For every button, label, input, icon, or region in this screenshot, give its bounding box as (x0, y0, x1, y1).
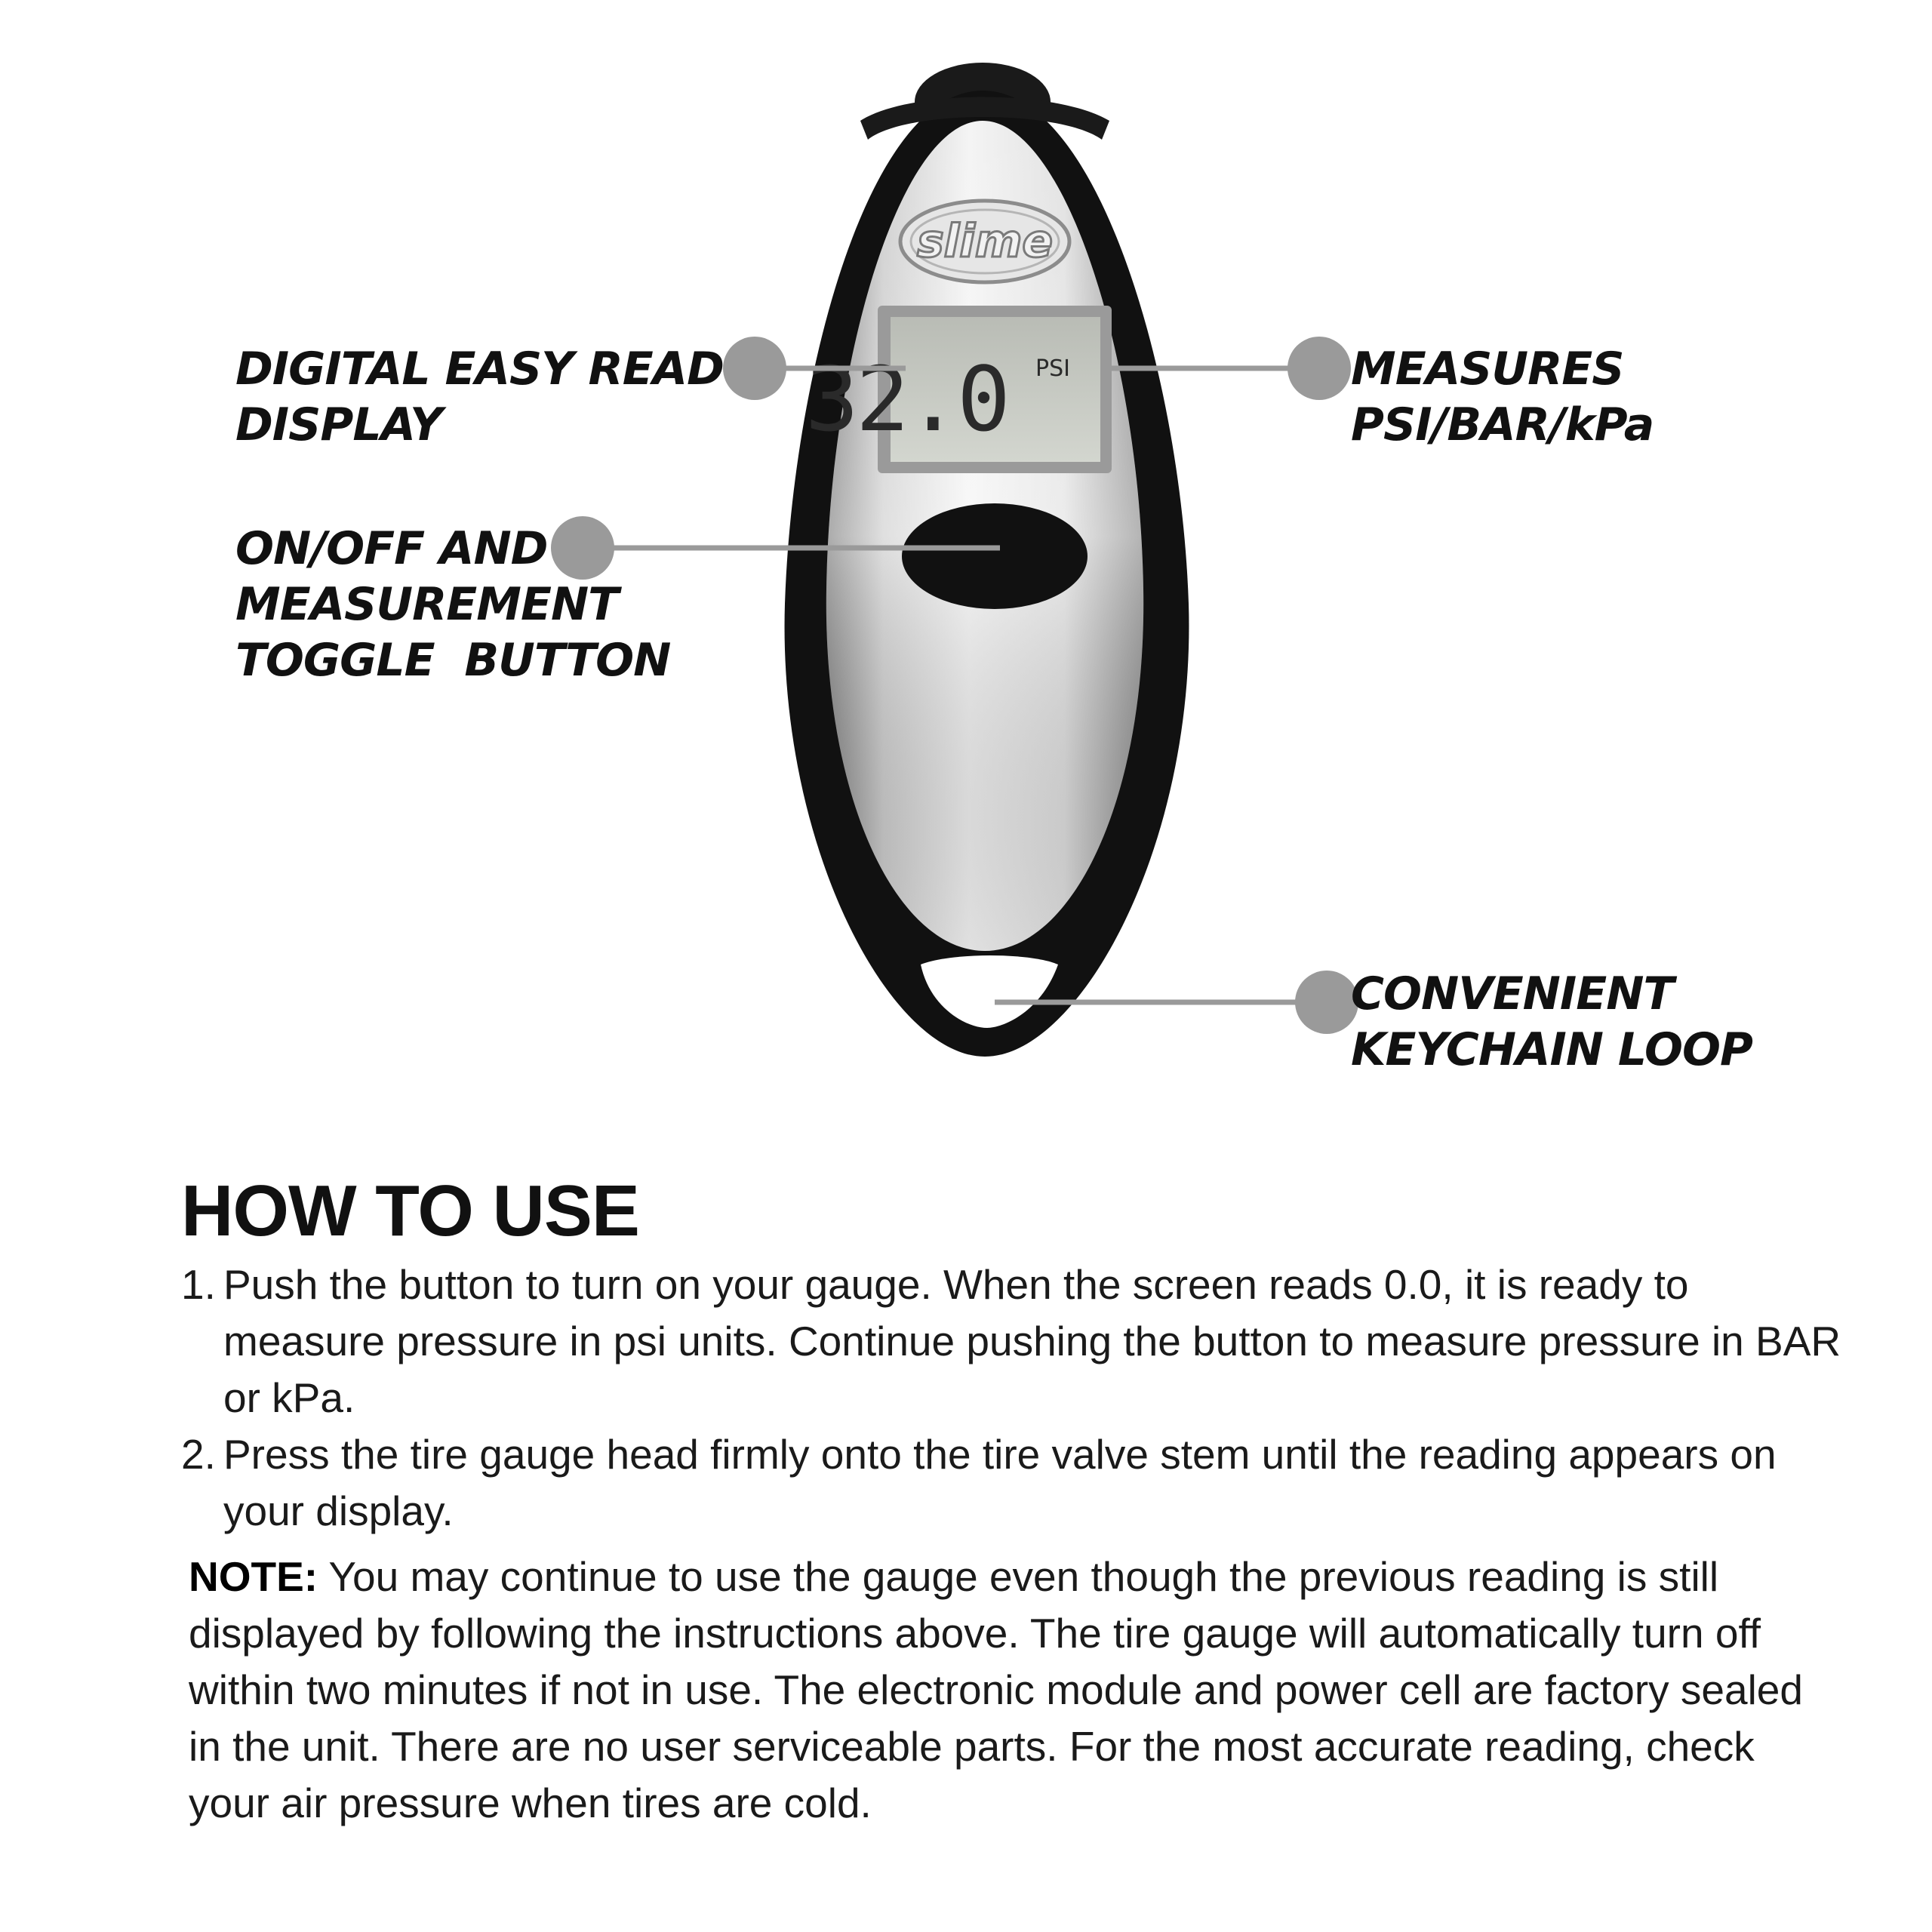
callout-units-line: PSI/BAR/kPa (1351, 398, 1654, 451)
brand-logo-text: slime (916, 215, 1054, 268)
step-text: Push the button to turn on your gauge. When the screen reads 0.0, it is ready to measure pressure in psi units. Continue pushing the button to measure pressure in BAR or kPa. (223, 1261, 1841, 1421)
callout-button-line: TOGGLE BUTTON (235, 634, 671, 687)
lcd-reading: 32.0 (804, 347, 1008, 451)
instruction-step (181, 1426, 1841, 1540)
callout-display-line: DISPLAY (235, 398, 442, 451)
callout-loop-label (1351, 966, 1752, 1078)
callout-units-line: MEASURES (1351, 343, 1624, 395)
step-text: Press the tire gauge head firmly onto the tire valve stem until the reading appears on your display. (223, 1431, 1777, 1534)
note-text: You may continue to use the gauge even though the previous reading is still displayed by following the instructions above. The tire gauge will automatically turn off within two minutes if not in use. The electronic module and power cell are factory sealed in the unit. There are no user serviceable parts. For the most accurate reading, check your air pressure when tires are cold. (189, 1553, 1815, 1826)
how-to-use-section (181, 1171, 1841, 1832)
lcd-unit: PSI (1035, 355, 1070, 382)
note-label: NOTE: (189, 1553, 318, 1600)
callout-units-label (1351, 341, 1654, 453)
instruction-steps (181, 1257, 1841, 1540)
how-to-use-title: HOW TO USE (181, 1171, 639, 1251)
note-paragraph (189, 1549, 1834, 1832)
brand-logo (900, 201, 1069, 282)
callout-button-label (235, 521, 670, 688)
callout-loop-line: KEYCHAIN LOOP (1351, 1023, 1752, 1076)
callout-loop-line: CONVENIENT (1351, 968, 1674, 1020)
power-toggle-button[interactable] (902, 503, 1088, 609)
step-number: 2. (181, 1431, 216, 1478)
step-number: 1. (181, 1261, 216, 1308)
callout-button-line: MEASUREMENT (235, 578, 619, 631)
callout-display-line: DIGITAL EASY READ (235, 343, 724, 395)
callout-display-label (235, 341, 724, 453)
instruction-step (181, 1257, 1841, 1426)
callout-button-line: ON/OFF AND (235, 522, 548, 575)
